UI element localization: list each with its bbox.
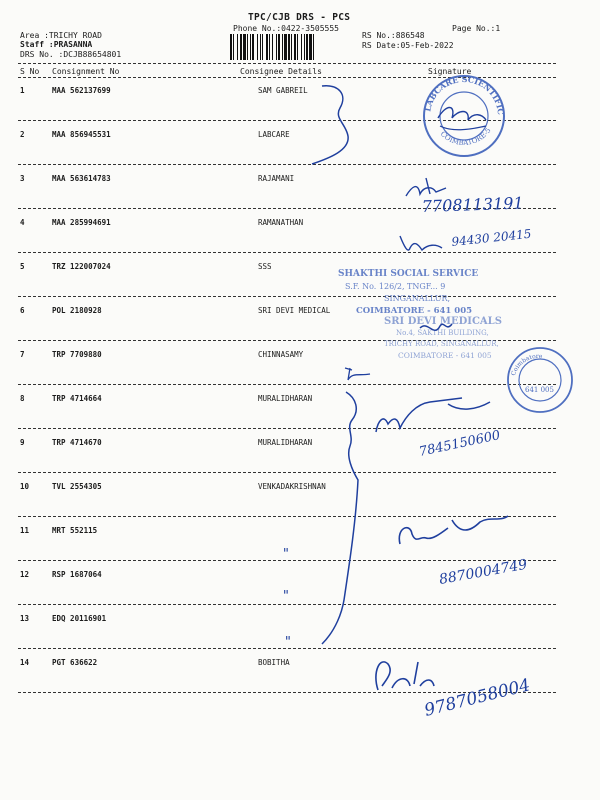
svg-text:LABCARE SCIENTIFIC: [422, 74, 506, 115]
barcode-bar: [288, 34, 290, 60]
svg-text:Coimbatore: [510, 353, 543, 377]
signature-row14: [376, 662, 434, 690]
ditto-mark-1: ": [282, 547, 290, 562]
row-serial-number: 11: [20, 526, 30, 535]
row-consignee-name: SSS: [258, 262, 272, 271]
barcode-bar: [230, 34, 232, 60]
row-serial-number: 9: [20, 438, 25, 447]
barcode-bar: [262, 34, 263, 60]
row-divider: [18, 296, 556, 297]
row-divider: [18, 472, 556, 473]
barcode-bar: [266, 34, 268, 60]
ditto-mark-3: ": [284, 635, 292, 650]
barcode-bar: [250, 34, 251, 60]
row-serial-number: 12: [20, 570, 30, 579]
row-consignee-name: SAM GABREIL: [258, 86, 308, 95]
row-consignee-name: CHINNASAMY: [258, 350, 304, 359]
row-consignee-name: MURALIDHARAN: [258, 438, 313, 447]
row-consignment-number: MAA 285994691: [52, 218, 111, 227]
row-consignee-name: VENKADAKRISHNAN: [258, 482, 326, 491]
area-label: Area :TRICHY ROAD: [20, 31, 102, 40]
row-divider: [18, 560, 556, 561]
signature-row6: [420, 324, 452, 330]
drs-number: DRS No. :DCJB88654801: [20, 50, 122, 59]
barcode-bar: [282, 34, 283, 60]
handwritten-phone-2: 94430 20415: [450, 226, 533, 249]
row-consignment-number: MAA 563614783: [52, 174, 111, 183]
barcode-bar: [233, 34, 234, 60]
barcode-bar: [284, 34, 287, 60]
shakthi-stamp-line1: SHAKTHI SOCIAL SERVICE: [338, 269, 479, 279]
barcode-bar: [272, 34, 273, 60]
barcode-bar: [243, 34, 246, 60]
barcode-bar: [276, 34, 277, 60]
signature-scribble-1: [312, 86, 348, 164]
row-divider: [18, 428, 556, 429]
barcode-bar: [291, 34, 292, 60]
barcode-bar: [306, 34, 308, 60]
sridevi-stamp-line3: TRICHY ROAD, SINGANALLUR,: [384, 340, 499, 348]
ditto-mark-2: ": [282, 589, 290, 604]
round-seal-bottom: 641 005: [525, 386, 554, 394]
row-consignment-number: TRP 4714670: [52, 438, 102, 447]
header-divider-bottom: [18, 77, 556, 78]
svg-text:COIMBATORE-5: [439, 127, 493, 147]
row-consignment-number: MAA 562137699: [52, 86, 111, 95]
document-title: TPC/CJB DRS - PCS: [248, 12, 351, 23]
row-consignment-number: POL 2180928: [52, 306, 102, 315]
barcode-bar: [301, 34, 302, 60]
row-divider: [18, 120, 556, 121]
row-serial-number: 5: [20, 262, 25, 271]
row-consignment-number: MRT 552115: [52, 526, 98, 535]
barcode-bar: [294, 34, 296, 60]
signature-row11: [399, 516, 508, 544]
row-consignment-number: PGT 636622: [52, 658, 98, 667]
labcare-stamp-top: LABCARE SCIENTIFIC: [422, 73, 507, 116]
barcode-bar: [278, 34, 280, 60]
row-divider: [18, 516, 556, 517]
labcare-stamp: [422, 74, 506, 156]
col-signature: Signature: [428, 67, 472, 76]
row-consignment-number: TVL 2554305: [52, 482, 102, 491]
barcode-bar: [260, 34, 261, 60]
row-consignee-name: RAMANATHAN: [258, 218, 304, 227]
row-consignment-number: RSP 1687064: [52, 570, 102, 579]
sridevi-stamp-line4: COIMBATORE - 641 005: [398, 351, 492, 360]
row-consignee-name: LABCARE: [258, 130, 290, 139]
barcode-bar: [240, 34, 242, 60]
signature-row7: [345, 368, 370, 380]
row-serial-number: 7: [20, 350, 25, 359]
row-consignee-name: BOBITHA: [258, 658, 290, 667]
row-consignee-name: MURALIDHARAN: [258, 394, 313, 403]
barcode-bar: [252, 34, 254, 60]
round-seal-top: Coimbatore: [509, 352, 543, 377]
shakthi-stamp-line4: COIMBATORE - 641 005: [356, 306, 473, 316]
barcode-bar: [297, 34, 298, 60]
row-consignment-number: TRZ 122007024: [52, 262, 111, 271]
barcode-bar: [313, 34, 314, 60]
handwritten-phone-1: 7708113191: [421, 193, 524, 216]
signature-row4: [400, 236, 442, 250]
row-consignment-number: EDQ 20116901: [52, 614, 107, 623]
barcode-bar: [304, 34, 305, 60]
col-sno: S No: [20, 67, 40, 76]
row-divider: [18, 208, 556, 209]
row-serial-number: 14: [20, 658, 30, 667]
handwritten-phone-3: 7845150600: [417, 428, 502, 460]
shakthi-stamp-line3: SINGANALLUR,: [384, 294, 451, 303]
row-consignment-number: TRP 7709880: [52, 350, 102, 359]
handwritten-phone-4: 8870004749: [437, 556, 529, 588]
barcode-bar: [237, 34, 238, 60]
barcode-bar: [257, 34, 258, 60]
row-serial-number: 10: [20, 482, 30, 491]
sridevi-stamp-line2: No.4, SAKTHI BUILDING,: [396, 329, 489, 337]
page-number: Page No.:1: [452, 24, 501, 33]
barcode-bar: [247, 34, 248, 60]
col-consignment: Consignment No: [52, 67, 120, 76]
row-serial-number: 2: [20, 130, 25, 139]
handwritten-phone-5: 9787058004: [422, 675, 533, 721]
shakthi-stamp: [338, 269, 478, 316]
row-serial-number: 6: [20, 306, 25, 315]
col-consignee: Consignee Details: [240, 67, 322, 76]
rs-number: RS No.:886548: [362, 31, 425, 40]
row-divider: [18, 252, 556, 253]
row-serial-number: 1: [20, 86, 25, 95]
row-serial-number: 13: [20, 614, 30, 623]
row-consignment-number: MAA 856945531: [52, 130, 111, 139]
row-divider: [18, 692, 556, 693]
signature-row8: [376, 398, 490, 432]
sridevi-stamp-line1: SRI DEVI MEDICALS: [384, 316, 502, 327]
row-serial-number: 8: [20, 394, 25, 403]
bracket-scribble: [322, 392, 358, 644]
row-consignee-name: RAJAMANI: [258, 174, 295, 183]
row-divider: [18, 164, 556, 165]
row-consignee-name: SRI DEVI MEDICAL: [258, 306, 331, 315]
phone-number: Phone No.:0422-3505555: [233, 24, 339, 33]
row-divider: [18, 384, 556, 385]
row-divider: [18, 648, 556, 649]
row-serial-number: 4: [20, 218, 25, 227]
barcode-bar: [269, 34, 270, 60]
labcare-stamp-bottom: COIMBATORE-5: [438, 126, 493, 147]
header-divider-top: [18, 63, 556, 64]
row-serial-number: 3: [20, 174, 25, 183]
signature-row3: [406, 178, 446, 196]
rs-date: RS Date:05-Feb-2022: [362, 41, 454, 50]
round-seal: [508, 348, 572, 412]
sridevi-stamp: [384, 316, 502, 360]
row-divider: [18, 340, 556, 341]
row-divider: [18, 604, 556, 605]
barcode: [230, 34, 358, 60]
staff-label: Staff :PRASANNA: [20, 40, 93, 49]
row-consignment-number: TRP 4714664: [52, 394, 102, 403]
shakthi-stamp-line2: S.F. No. 126/2, TNGF... 9: [345, 282, 446, 291]
barcode-bar: [309, 34, 312, 60]
